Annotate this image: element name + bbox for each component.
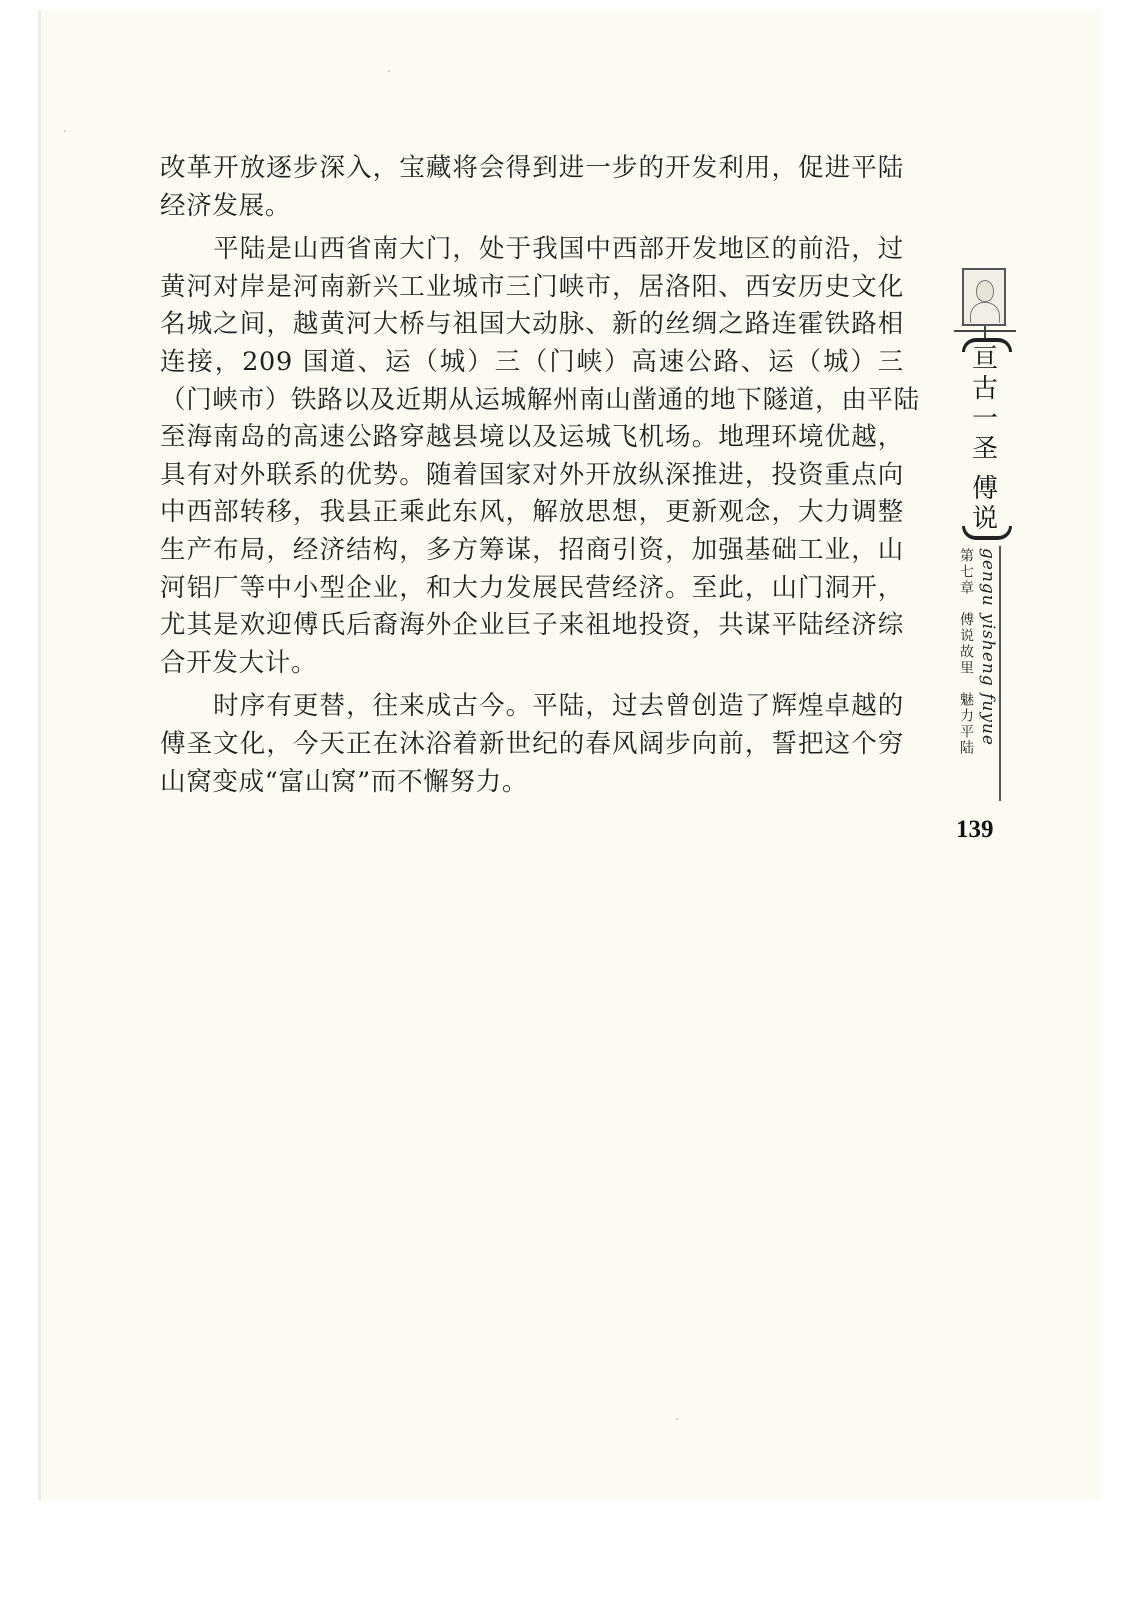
text-line: 尤其是欢迎傅氏后裔海外企业巨子来祖地投资，共谋平陆经济综: [160, 610, 904, 641]
book-title-char: 说: [971, 504, 998, 534]
text-line: 连接，209 国道、运（城）三（门峡）高速公路、运（城）三: [160, 346, 904, 377]
title-gap: [965, 464, 1005, 474]
scan-speck: [64, 130, 66, 132]
text-line: 河铝厂等中小型企业，和大力发展民营经济。至此，山门洞开，: [160, 572, 904, 603]
paragraph-3: [160, 688, 904, 801]
portrait-icon: [962, 268, 1006, 326]
scan-speck: [388, 70, 390, 72]
text-line: 名城之间，越黄河大桥与祖国大动脉、新的丝绸之路连霍铁路相: [160, 309, 904, 340]
paragraph-1: [160, 150, 904, 225]
text-line: 经济发展。: [160, 190, 292, 221]
text-line: 时序有更替，往来成古今。平陆，过去曾创造了辉煌卓越的: [160, 691, 904, 722]
book-title-char: 傅: [971, 474, 998, 504]
text-line: （门峡市）铁路以及近期从运城解州南山凿通的地下隧道，由平陆: [160, 384, 920, 415]
scan-speck: [676, 1418, 678, 1420]
book-title: [965, 344, 1005, 534]
book-title-char: 圣: [971, 434, 998, 464]
text-line: 至海南岛的高速公路穿越县境以及运城飞机场。地理环境优越，: [160, 422, 904, 453]
chapter-title: 第七章 傅说故里 魅力平陆: [958, 548, 974, 756]
text-line: 傅圣文化，今天正在沐浴着新世纪的春风阔步向前，誓把这个穷: [160, 728, 904, 759]
text-line: 黄河对岸是河南新兴工业城市三门峡市，居洛阳、西安历史文化: [160, 271, 904, 302]
side-banner: [944, 268, 1034, 858]
text-line: 合开发大计。: [160, 647, 318, 678]
title-bracket-bottom: [962, 526, 1012, 540]
banner-connector: [984, 326, 986, 338]
text-line: 平陆是山西省南大门，处于我国中西部开发地区的前沿，过: [160, 234, 904, 265]
paragraph-2: [160, 231, 920, 682]
text-line: 生产布局，经济结构，多方筹谋，招商引资，加强基础工业，山: [160, 534, 904, 565]
portrait-face: [976, 280, 994, 302]
text-line: 具有对外联系的优势。随着国家对外开放纵深推进，投资重点向: [160, 459, 904, 490]
portrait-robe: [970, 302, 1000, 323]
banner-vertical-rule: [999, 546, 1001, 801]
page-number: 139: [956, 816, 994, 843]
text-line: 改革开放逐步深入，宝藏将会得到进一步的开发利用，促进平陆: [160, 153, 904, 183]
text-line: 山窝变成“富山窝”而不懈努力。: [160, 766, 529, 797]
book-title-pinyin: gengu yisheng fuyue: [978, 548, 998, 746]
book-title-char: 亘: [971, 344, 998, 374]
book-title-char: 古: [971, 374, 998, 404]
book-title-char: 一: [971, 404, 998, 434]
banner-rule: [954, 330, 1016, 332]
page-edge: [38, 10, 41, 1500]
text-line: 中西部转移，我县正乘此东风，解放思想，更新观念，大力调整: [160, 497, 904, 528]
body-text: [160, 150, 920, 807]
